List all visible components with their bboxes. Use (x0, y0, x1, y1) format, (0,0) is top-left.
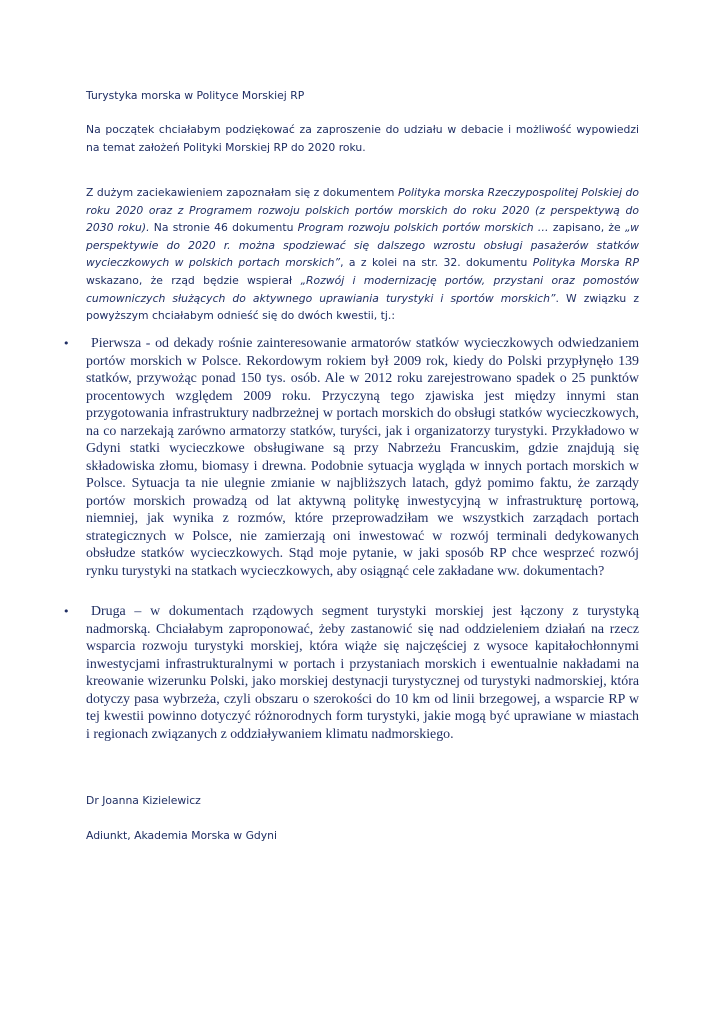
para-text: Z dużym zaciekawieniem zapoznałam się z dokumentem (86, 186, 398, 199)
bullet-item-second: Druga – w dokumentach rządowych segment turystyki morskiej jest łączony z turystyką nadmorską. Chciałabym zaproponować, żeby zastanowić się nad oddzieleniem działań na rzecz wsparcia rozwoju turystyki morskiej, która wiąże się najczęściej z wysoce kapitałochłonnymi inwestycjami infrastrukturalnymi w portach i przystaniach morskich i ewentualnie nakładami na kreowanie wizerunku Polski, jako morskiej destynacji turystycznej od turystyki nadmorskiej, która dotyczy pasa wybrzeża, czyli obszaru o szerokości do 10 km od linii brzegowej, a wsparcie RP w tej kwestii powinno dotyczyć różnorodnych form turystyki, jakie mogą być uprawiane w miastach i regionach związanych z oddziaływaniem klimatu nadmorskiego. (86, 604, 639, 742)
para-text: wskazano, że rząd będzie wspierał (86, 273, 301, 287)
document-title: Turystyka morska w Polityce Morskiej RP (86, 89, 305, 102)
bullet-icon: • (63, 337, 70, 350)
quote: „w perspektywie do 2020 r. można spodziewać się dalszego wzrostu obsługi pasażerów statków wycieczkowych w polskich portach morskich” (86, 221, 639, 270)
bullet-icon: • (63, 605, 70, 618)
signature-name (86, 792, 639, 810)
document-reference: Polityka Morska RP (532, 256, 639, 270)
context-paragraph (86, 184, 639, 325)
para-text: , a z kolei na str. 32. dokumentu (340, 256, 533, 270)
signature-position: Adiunkt, Akademia Morska w Gdyni (86, 829, 278, 842)
intro-paragraph: Na początek chciałabym podziękować za zaproszenie do udziału w debacie i możliwość wypowiedzi na temat założeń Polityki Morskiej RP do 2020 roku. (86, 123, 639, 154)
document-reference: Program rozwoju polskich portów morskich … (297, 221, 549, 235)
para-text: zapisano, że (548, 221, 625, 235)
bullet-item-first: Pierwsza - od dekady rośnie zainteresowanie armatorów statków wycieczkowych odwiedzaniem portów morskich w Polsce. Rekordowym rokiem był 2009 rok, kiedy do Polski przypłynęło 139 statków, przywożąc ponad 150 tys. osób. Ale w 2012 roku zarejestrowano spadek o 25 punktów procentowych względem 2009 roku. Przyczyną tego zjawiska jest między innymi stan przygotowania infrastruktury nadbrzeżnej w portach morskich do obsługi statków wycieczkowych, na co narzekają zarówno armatorzy statków, turyści, jak i organizatorzy turystyki. Przykładowo w Gdyni statki wycieczkowe obsługiwane są przy Nabrzeżu Francuskim, gdzie znajdują się składowiska złomu, biomasy i drewna. Podobnie sytuacja wygląda w innych portach morskich w Polsce. Sytuacja ta nie ulegnie zmianie w najbliższych latach, gdyż pomimo faktu, że zarządy portów morskich prowadzą od lat aktywną politykę inwestycyjną w infrastrukturę portową, niemniej, jak wynika z rozmów, które przeprowadziłam we wszystkich zarządach portach strategicznych w Polsce, nie zamierzają oni inwestować w rozwój terminali dedykowanych obsłudze statków wycieczkowych. Stąd moje pytanie, w jaki sposób RP chce wesprzeć rozwój rynku turystyki na statkach wycieczkowych, aby osiągnąć cele zakładane ww. dokumentach? (86, 336, 639, 579)
para-text: . W związku z powyższym chciałabym odnieść się do dwóch kwestii, tj.: (86, 291, 639, 323)
para-text: Na stronie 46 dokumentu (149, 221, 298, 235)
signature-person: Joanna Kizielewicz (102, 794, 201, 807)
document-reference: Polityka morska Rzeczypospolitej Polskiej do roku 2020 oraz z Programem rozwoju polskich portów morskich do roku 2020 (z perspektywą do 2030 roku). (86, 186, 639, 235)
quote: „Rozwój i modernizację portów, przystani oraz pomostów cumowniczych służących do aktywnego uprawiania turystyki i sportów morskich” (86, 273, 639, 305)
signature-title: Dr (86, 794, 99, 807)
